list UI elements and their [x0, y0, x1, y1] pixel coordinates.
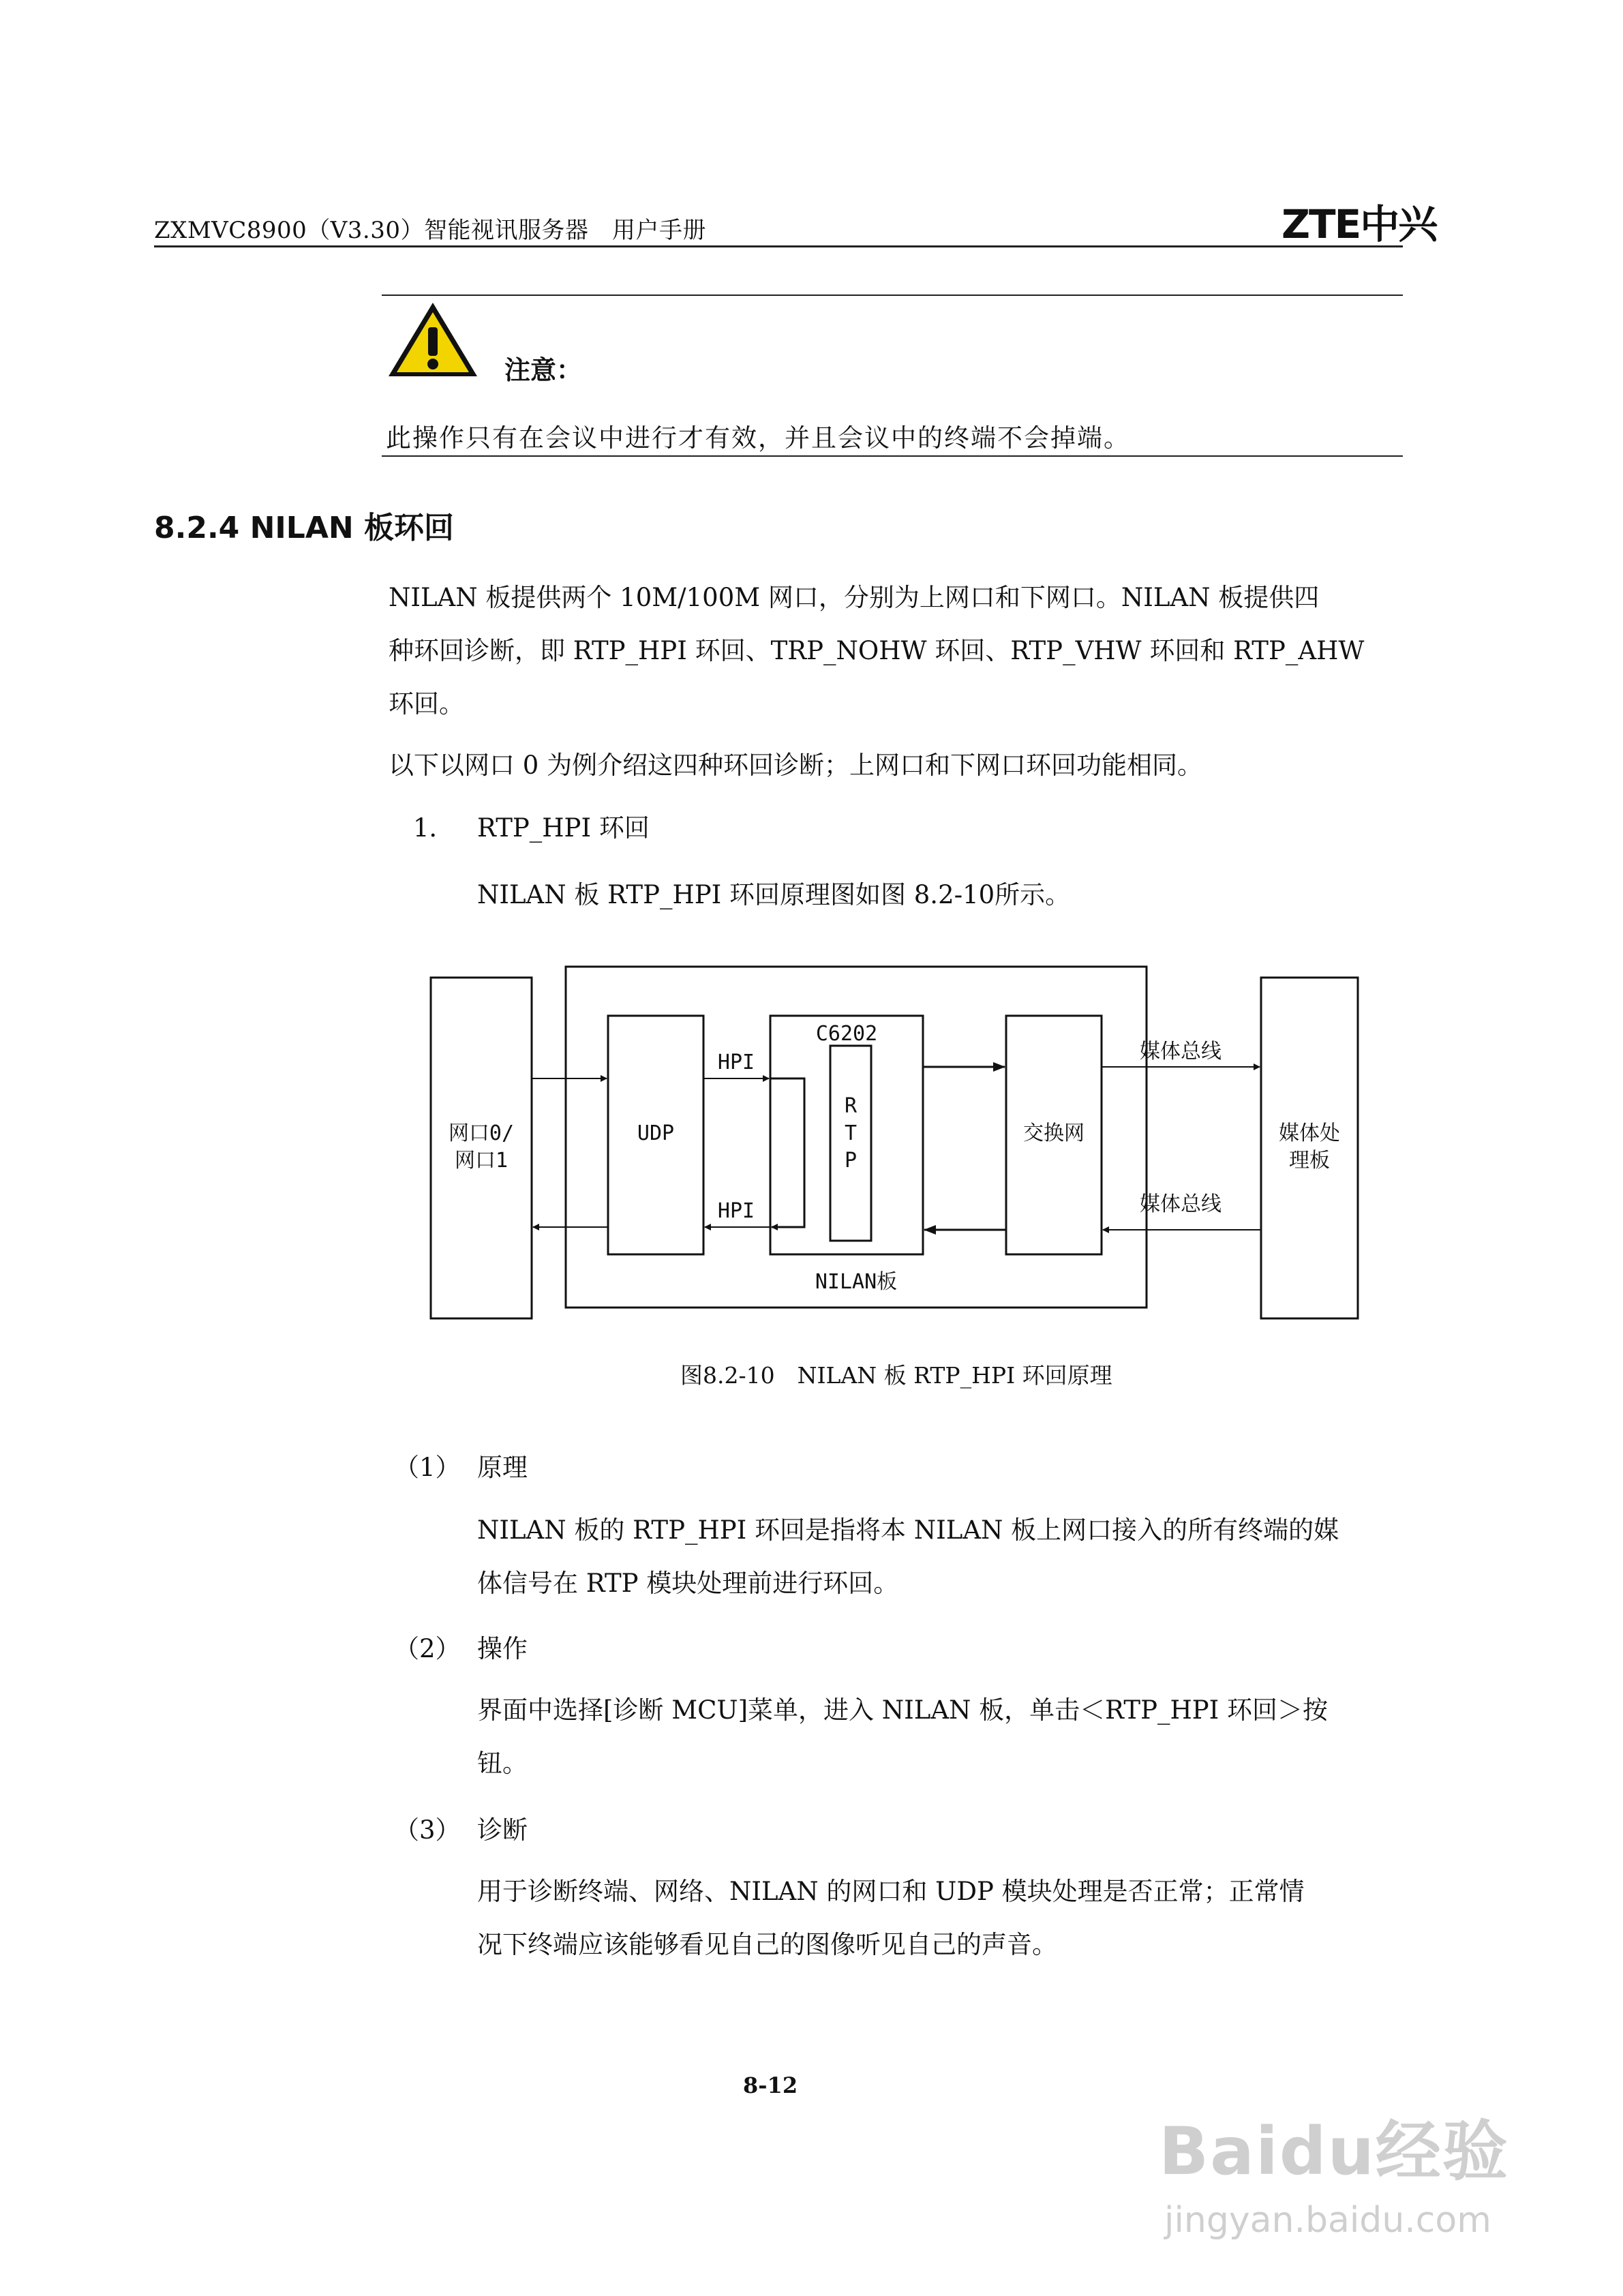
intro-line: 种环回诊断，即 RTP_HPI 环回、TRP_NOHW 环回、RTP_VHW 环回和 RTP_AHW [389, 636, 1365, 665]
list-item-number: 1． [413, 813, 455, 843]
nilan-board-label: NILAN板 [815, 1270, 898, 1294]
subitem-line: 界面中选择[诊断 MCU]菜单，进入 NILAN 板，单击＜RTP_HPI 环回＞按 [477, 1695, 1329, 1725]
media-bus-top-label: 媒体总线 [1140, 1040, 1222, 1063]
intro2-paragraph: 以下以网口 0 为例介绍这四种环回诊断；上网口和下网口环回功能相同。 [389, 751, 1203, 780]
rtp-letter-r: R [844, 1094, 858, 1118]
media-bus-bottom-label: 媒体总线 [1140, 1192, 1222, 1216]
subitem-body [477, 1504, 1339, 1610]
port-label-line1: 网口0/ [448, 1121, 515, 1145]
media-board-label-line1: 媒体处 [1279, 1121, 1340, 1145]
subitem-body [477, 1865, 1305, 1972]
loopback-path [770, 1078, 804, 1227]
intro-line: 环回。 [389, 689, 464, 719]
hpi-bottom-label: HPI [717, 1199, 755, 1223]
subitem-number: （3） [394, 1815, 461, 1845]
switch-label: 交换网 [1023, 1121, 1084, 1145]
rtp-letter-t: T [844, 1121, 858, 1145]
page-number: 8-12 [743, 2072, 798, 2098]
hpi-top-label: HPI [717, 1051, 755, 1074]
subitem-line: 钮。 [477, 1749, 528, 1778]
header-rule [154, 245, 1403, 247]
rtp-letter-p: P [844, 1149, 858, 1173]
note-bottom-rule [382, 455, 1403, 457]
zte-logo-text: ZTE中兴 [1281, 201, 1437, 247]
subitem-number: （1） [394, 1453, 461, 1482]
intro-paragraph [389, 571, 1364, 731]
subitem-body [477, 1684, 1328, 1790]
port-label-line2: 网口1 [454, 1149, 509, 1173]
subitem-title: 原理 [477, 1453, 528, 1482]
subitem-title: 操作 [477, 1634, 528, 1663]
note-top-rule [382, 294, 1403, 296]
watermark-brand: Baidu经验 [1159, 2113, 1509, 2190]
warning-icon [386, 300, 480, 380]
subitem-line: NILAN 板的 RTP_HPI 环回是指将本 NILAN 板上网口接入的所有终端的媒 [477, 1515, 1339, 1545]
note-label: 注意： [504, 355, 583, 385]
subitem-title: 诊断 [477, 1815, 528, 1845]
list-item-description: NILAN 板 RTP_HPI 环回原理图如图 8.2-10所示。 [477, 880, 1071, 909]
c6202-label: C6202 [815, 1022, 878, 1046]
watermark-url: jingyan.baidu.com [1164, 2200, 1491, 2241]
document-header-title: ZXMVC8900（V3.30）智能视讯服务器 用户手册 [154, 217, 706, 244]
media-board-box [1261, 978, 1358, 1318]
intro-line: NILAN 板提供两个 10M/100M 网口，分别为上网口和下网口。NILAN 板提供四 [389, 583, 1320, 612]
list-item-title: RTP_HPI 环回 [477, 813, 650, 843]
media-board-label-line2: 理板 [1289, 1149, 1330, 1173]
subitem-number: （2） [394, 1634, 461, 1663]
section-heading: 8.2.4 NILAN 板环回 [154, 511, 455, 545]
note-text: 此操作只有在会议中进行才有效，并且会议中的终端不会掉端。 [386, 423, 1130, 453]
subitem-line: 体信号在 RTP 模块处理前进行环回。 [477, 1569, 899, 1598]
figure-caption: 图8.2-10 NILAN 板 RTP_HPI 环回原理 [680, 1362, 1112, 1389]
rtp-hpi-loopback-diagram [423, 961, 1377, 1329]
subitem-line: 用于诊断终端、网络、NILAN 的网口和 UDP 模块处理是否正常；正常情 [477, 1877, 1305, 1906]
subitem-line: 况下终端应该能够看见自己的图像听见自己的声音。 [477, 1930, 1057, 1959]
port-box [431, 978, 532, 1318]
watermark [1159, 2100, 1509, 2241]
udp-label: UDP [637, 1121, 675, 1145]
zte-logo [1281, 192, 1436, 250]
